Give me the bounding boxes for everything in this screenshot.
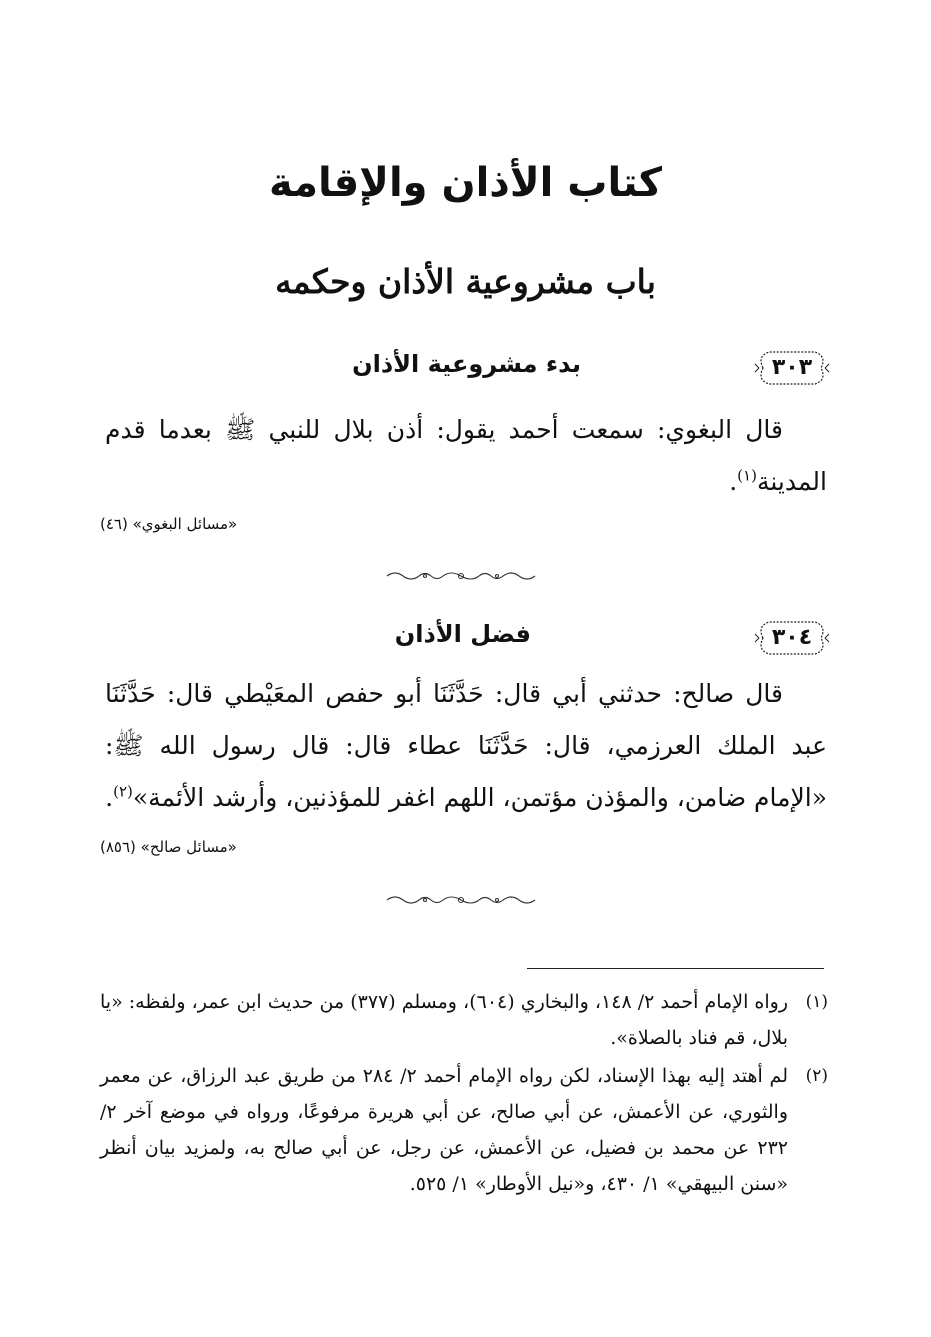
entry-title: بدء مشروعية الأذان — [352, 350, 581, 378]
footnote-ref[interactable]: (٢) — [113, 782, 133, 801]
entry-source: «مسائل صالح» (٨٥٦) — [100, 838, 237, 856]
entry-text: قال صالح: حدثني أبي قال: حَدَّثَنَا أبو حفص المعَيْطي قال: حَدَّثَنَا عبد الملك العرزمي، قال: حَدَّثَنَا عطاء قال: قال رسول الله ﷺ: «الإمام ضامن، والمؤذن مؤتمن، اللهم اغفر للمؤذنين، وأرشد الأئمة» — [105, 679, 827, 812]
entry-body-303 — [105, 404, 827, 508]
footnote-number: (١) — [805, 992, 828, 1012]
entry-header-304 — [91, 618, 831, 662]
book-title: كتاب الأذان والإقامة — [268, 160, 663, 206]
footnote-item — [100, 1058, 828, 1202]
footnote-item — [100, 984, 828, 1056]
entry-body-304 — [105, 668, 827, 824]
footnote-ref[interactable]: (١) — [737, 466, 757, 485]
chapter-title: باب مشروعية الأذان وحكمه — [275, 262, 656, 301]
entry-number: ٣٠٤ — [771, 625, 813, 650]
entry-title: فضل الأذان — [394, 620, 531, 648]
divider-ornament-icon — [385, 892, 537, 908]
entry-text-end: . — [729, 467, 738, 496]
entry-header-303 — [91, 348, 831, 392]
footnote-text: لم أهتد إليه بهذا الإسناد، لكن رواه الإمام أحمد ٢/ ٢٨٤ من طريق عبد الرزاق، عن معمر والثوري، عن الأعمش، عن أبي صالح، عن أبي هريرة مرفوعًا، ورواه في موضع آخر ٢/ ٢٣٢ عن محمد بن فضيل، عن الأعمش، عن رجل، عن أبي صالح به، ولمزيد بيان أنظر «سنن البيهقي» ١/ ٤٣٠، و«نيل الأوطار» ١/ ٥٢٥. — [100, 1065, 788, 1195]
entry-source: «مسائل البغوي» (٤٦) — [100, 515, 238, 533]
entry-number-badge — [753, 348, 831, 388]
entry-number-badge — [753, 618, 831, 658]
footnote-text: رواه الإمام أحمد ٢/ ١٤٨، والبخاري (٦٠٤)، ومسلم (٣٧٧) من حديث ابن عمر، ولفظه: «يا بلال، قم فناد بالصلاة». — [100, 991, 789, 1049]
entry-text: قال البغوي: سمعت أحمد يقول: أذن بلال للنبي ﷺ بعدما قدم المدينة — [105, 415, 827, 496]
footnote-separator — [527, 968, 824, 969]
entry-number: ٣٠٣ — [771, 355, 813, 380]
footnote-number: (٢) — [805, 1066, 828, 1086]
entry-text-end: . — [105, 783, 114, 812]
divider-ornament-icon — [385, 568, 537, 584]
footnotes — [100, 984, 828, 1204]
